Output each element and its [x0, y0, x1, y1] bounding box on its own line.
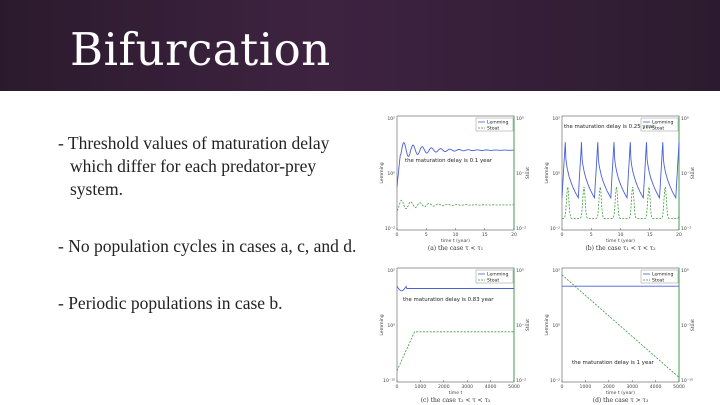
panel-c — [373, 254, 538, 404]
y-right-tick-label: 10⁰ — [681, 269, 689, 274]
x-tick-label: 5000 — [673, 385, 685, 390]
y-left-tick-label: 10² — [552, 269, 560, 274]
y-right-tick-label: 10⁻¹⁰ — [681, 379, 693, 384]
panel-caption: (b) the case τ₁ < τ < τ₂ — [585, 245, 656, 252]
x-axis-label: time t (year) — [606, 239, 635, 244]
panel-b — [538, 102, 703, 252]
x-tick-label: 0 — [395, 385, 399, 390]
annotation-text: the maturation delay is 0.83 year — [403, 297, 494, 303]
y-right-tick-label: 10⁻² — [516, 227, 527, 232]
panel-d — [538, 254, 703, 404]
slide-title: Bifurcation — [70, 23, 331, 76]
x-axis-label: time t — [448, 391, 463, 396]
y-right-tick-label: 10⁻¹ — [516, 172, 527, 177]
panel-a — [373, 102, 538, 252]
y-left-axis-label: Lemming — [380, 314, 385, 336]
legend-label: Lemming — [652, 120, 674, 126]
x-tick-label: 2000 — [602, 385, 615, 390]
y-left-tick-label: 10⁰ — [552, 324, 560, 329]
x-tick-label: 15 — [481, 233, 488, 238]
legend-label: Stoat — [652, 278, 665, 284]
x-tick-label: 4000 — [649, 385, 662, 390]
plot-svg — [538, 254, 703, 404]
legend-label: Stoat — [652, 126, 665, 132]
y-left-tick-label: 10² — [387, 269, 395, 274]
y-left-tick-label: 10² — [387, 117, 395, 122]
annotation-text: the maturation delay is 1 year — [572, 360, 654, 366]
x-tick-label: 0 — [560, 233, 564, 238]
panel-caption: (d) the case τ > τ₃ — [592, 397, 649, 404]
x-tick-label: 1000 — [579, 385, 592, 390]
y-right-tick-label: 10⁻² — [681, 227, 692, 232]
plot-svg — [373, 254, 538, 404]
y-right-axis-label: Stoat — [691, 318, 696, 332]
x-tick-label: 1000 — [414, 385, 427, 390]
y-left-tick-label: 10⁰ — [552, 172, 560, 177]
plot-frame — [397, 268, 514, 382]
x-tick-label: 10 — [452, 233, 459, 238]
x-tick-label: 0 — [395, 233, 399, 238]
y-left-tick-label: 10² — [552, 117, 560, 122]
y-right-tick-label: 10⁰ — [681, 117, 689, 122]
plot-svg — [373, 102, 538, 252]
y-left-axis-label: Lemming — [545, 314, 550, 336]
panel-caption: (c) the case τ₂ < τ < τ₃ — [420, 397, 491, 404]
y-right-tick-label: 10⁰ — [516, 117, 524, 122]
legend-label: Lemming — [487, 272, 509, 278]
x-tick-label: 0 — [560, 385, 564, 390]
x-axis-label: time t (year) — [441, 239, 470, 244]
y-left-tick-label: 10⁻² — [384, 227, 395, 232]
legend-label: Stoat — [487, 278, 500, 284]
x-tick-label: 2000 — [437, 385, 450, 390]
x-tick-label: 5 — [589, 233, 593, 238]
panel-caption: (a) the case τ < τ₁ — [427, 245, 484, 252]
x-tick-label: 5 — [424, 233, 428, 238]
y-right-axis-label: Stoat — [526, 318, 531, 332]
legend-label: Stoat — [487, 126, 500, 132]
y-left-tick-label: 10⁰ — [387, 324, 395, 329]
plot-svg — [538, 102, 703, 252]
x-tick-label: 4000 — [484, 385, 497, 390]
y-left-tick-label: 10⁻¹⁰ — [383, 379, 395, 384]
plot-frame — [397, 116, 514, 230]
x-tick-label: 5000 — [508, 385, 520, 390]
y-right-axis-label: Stoat — [526, 166, 531, 180]
x-tick-label: 20 — [676, 233, 682, 238]
bullet-item: - No population cycles in cases a, c, and d. — [58, 236, 357, 256]
legend-label: Lemming — [487, 120, 509, 126]
bullet-list — [58, 132, 358, 349]
x-tick-label: 20 — [511, 233, 517, 238]
bullet-item: - Periodic populations in case b. — [58, 293, 283, 313]
y-right-axis-label: Stoat — [691, 166, 696, 180]
x-tick-label: 10 — [617, 233, 624, 238]
y-right-tick-label: 10⁻⁵ — [681, 324, 692, 329]
annotation-text: the maturation delay is 0.25 year — [564, 124, 655, 130]
x-tick-label: 15 — [646, 233, 653, 238]
bullet-item: - Threshold values of maturation delay which differ for each predator-prey system. — [58, 133, 330, 199]
x-tick-label: 3000 — [461, 385, 474, 390]
legend-label: Lemming — [652, 272, 674, 278]
y-right-tick-label: 10⁻¹ — [681, 172, 692, 177]
bifurcation-figure — [373, 102, 706, 405]
y-left-axis-label: Lemming — [545, 162, 550, 184]
y-left-tick-label: 10⁰ — [387, 172, 395, 177]
y-right-tick-label: 10⁻¹ — [516, 324, 527, 329]
y-right-tick-label: 10⁻² — [516, 379, 527, 384]
y-left-tick-label: 10⁻² — [549, 227, 560, 232]
x-tick-label: 3000 — [626, 385, 639, 390]
y-right-tick-label: 10⁰ — [516, 269, 524, 274]
x-axis-label: time t (year) — [606, 391, 635, 396]
y-left-tick-label: 10⁻² — [549, 379, 560, 384]
y-left-axis-label: Lemming — [380, 162, 385, 184]
annotation-text: the maturation delay is 0.1 year — [405, 158, 492, 164]
